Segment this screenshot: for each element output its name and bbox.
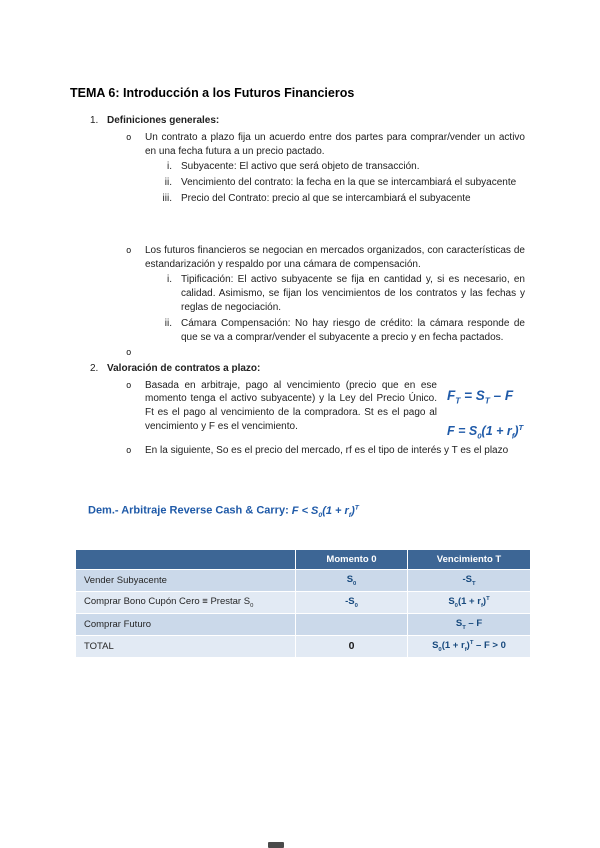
table-header-momento-0: Momento 0: [296, 549, 408, 569]
arbitrage-table: [75, 549, 531, 658]
section-1-item: [90, 114, 525, 128]
bullet-marker: o: [126, 348, 132, 359]
formula-block: [437, 379, 525, 443]
table-row-vender-subyacente: [76, 569, 531, 591]
page-footer-mark: [268, 842, 284, 848]
demonstration-heading-text: Dem.- Arbitraje Reverse Cash & Carry:: [88, 504, 292, 517]
bullet-text: Un contrato a plazo fija un acuerdo entre dos partes para comprar/vender un activo en una fecha futura a un precio pactado.: [145, 131, 525, 157]
cell-vencimiento-t: $S_0(1 + r_f)^T - F > 0$: [408, 635, 531, 657]
bullet-text: Basada en arbitraje, pago al vencimiento (precio que en ese momento tenga el activo subyacente) y la Ley del Precio Único. Ft es el pago al vencimiento de la compradora. St es el pago al vencimiento y F es el vencimiento.: [145, 379, 437, 432]
roman-numeral: iii.: [162, 192, 172, 204]
section-1-number: 1.: [90, 115, 99, 126]
roman-item-vencimiento: [156, 176, 525, 190]
demonstration-heading: [88, 504, 525, 519]
bullet-empty: [126, 346, 525, 359]
roman-numeral: i.: [167, 274, 172, 286]
roman-text: Precio del Contrato: precio al que se intercambiará el subyacente: [181, 192, 471, 204]
bullet-marker: o: [126, 132, 132, 143]
bullet-marker: o: [126, 380, 132, 391]
cell-momento-0: $-S_0$: [296, 591, 408, 613]
row-label: Comprar Futuro: [76, 613, 296, 635]
bullet-marker: o: [126, 245, 132, 256]
row-label: Vender Subyacente: [76, 569, 296, 591]
roman-text: Subyacente: El activo que será objeto de transacción.: [181, 161, 420, 173]
section-2-heading: Valoración de contratos a plazo:: [107, 362, 261, 374]
row-label: Comprar Bono Cupón Cero ≡ Prestar $S_0$: [76, 591, 296, 613]
table-row-total: [76, 635, 531, 657]
roman-numeral: ii.: [164, 317, 172, 329]
roman-text: Tipificación: El activo subyacente se fija en cantidad y, si es necesario, en calidad. Asimismo, se fijan los vencimientos de los contratos y las fechas y reglas de negociación.: [181, 274, 525, 313]
formula-forward-price: $F = S_0(1 + r_f)^T$: [447, 422, 524, 441]
bullet-contrato-plazo: [126, 131, 525, 159]
bullet-text: Los futuros financieros se negocian en mercados organizados, con características de estandarización y respaldo por una cámara de compensación.: [145, 244, 525, 270]
table-row-comprar-futuro: [76, 613, 531, 635]
roman-numeral: ii.: [164, 177, 172, 189]
bullet-futuros-financieros: [126, 244, 525, 272]
roman-numeral: i.: [167, 161, 172, 173]
table-header-vencimiento-t: Vencimiento T: [408, 549, 531, 569]
cell-vencimiento-t: $S_T$ – F: [408, 613, 531, 635]
roman-item-camara: [156, 317, 525, 345]
table-header-blank: [76, 549, 296, 569]
cell-momento-0: [296, 613, 408, 635]
bullet-text: En la siguiente, So es el precio del mercado, rf es el tipo de interés y T es el plazo: [145, 445, 509, 457]
demonstration-heading-formula: $F < S_0(1 + r_f)^T$: [291, 503, 359, 519]
cell-momento-0: $S_0$: [296, 569, 408, 591]
row-label: TOTAL: [76, 635, 296, 657]
table-row-comprar-bono: [76, 591, 531, 613]
roman-text: Vencimiento del contrato: la fecha en la que se intercambiará el subyacente: [181, 177, 517, 189]
page-title: TEMA 6: Introducción a los Futuros Financieros: [70, 86, 355, 100]
roman-item-tipificacion: [156, 273, 525, 314]
bullet-marker: o: [126, 446, 132, 457]
section-2-number: 2.: [90, 362, 99, 374]
roman-text: Cámara Compensación: No hay riesgo de crédito: la cámara responde de que se va a comprar/vender el subyacente a precio y en fecha pactados.: [181, 317, 525, 343]
formula-payoff: $F_T = S_T - F$: [447, 387, 514, 406]
roman-item-precio: [156, 192, 525, 206]
section-1-heading: Definiciones generales:: [107, 115, 220, 126]
cell-vencimiento-t: $S_0(1 + r_f)^T$: [408, 591, 531, 613]
cell-momento-0: 0: [296, 635, 408, 657]
roman-item-subyacente: [156, 160, 525, 174]
section-2-item: [90, 362, 525, 376]
bullet-valoracion: [126, 379, 525, 443]
bullet-en-la-siguiente: [126, 444, 525, 458]
cell-vencimiento-t: $-S_T$: [408, 569, 531, 591]
table-header-row: [76, 549, 531, 569]
bullet-text: [145, 346, 525, 359]
